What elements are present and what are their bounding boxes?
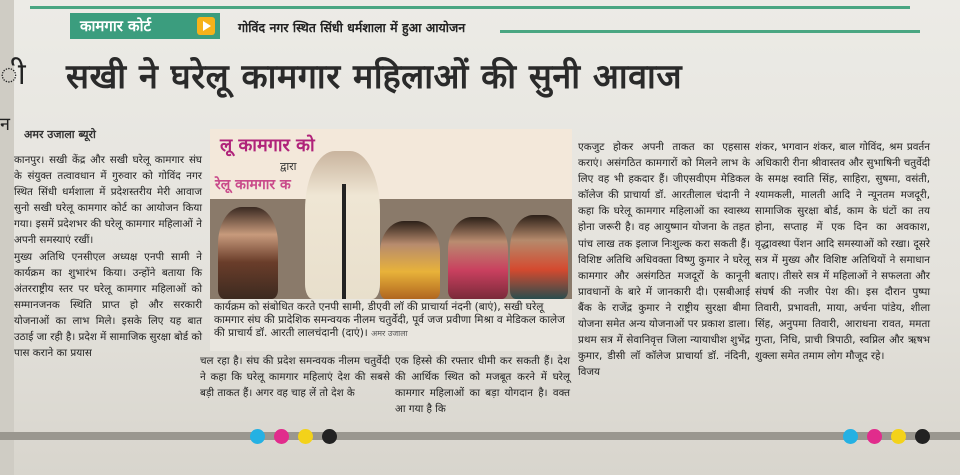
paragraph: मुख्य अतिथि एनसीएल अध्यक्ष एनपी सामी ने कार्यक्रम का शुभारंभ किया। उन्होंने बताया कि अंतरराष्ट्रीय स्तर पर घरेलू कामगार महिलाओं को सम्मानजनक स्थिति प्राप्त हो और सरकारी योजनाओं का लाभ मिले। इसके लिए यह बात उठाई जा रही है। प्रदेश में सामाजिक सुरक्षा बोर्ड को पास कराने का प्रयास — [14, 250, 202, 360]
banner-subtitle: रेलू कामगार क — [215, 177, 291, 193]
article-column-1 — [14, 152, 202, 361]
edge-glyph-2: न — [0, 114, 10, 135]
microphone-stand — [342, 184, 346, 299]
article-column-5: शंकर, भगवान शंकर, बाल गोविंद, श्रम प्रवर्तन अधिकारी रीना श्रीवास्तव और सुभाषिनी चतुर्वेदी के समक्ष स्वाति सिंह, साहिरा, सुषमा, वसंती, श्यामकली, मालती आदि ने न्यूनतम मजदूरी, सामाजिक सुरक्षा बोर्ड, काम के घंटों का तय होना, सप्ताह में एक दिन का अवकाश, वृद्धावस्था पेंशन आदि समस्याओं को रखा। दूसरे सत्र में मुख्य और विशिष्ट अतिथियों ने समाधान बताए। तीसरे सत्र में महिलाओं ने सफलता और संघर्ष की नजीर पेश की। इस दौरान पुष्पा तिवारी, प्रभावती, माया, अर्चना पांडेय, शीला सिंह, अनुपमा तिवारी, आराधना रावत, ममता गुप्ता, निधि, प्राची त्रिपाठी, स्वप्निल और ऋषभ शुक्ला समेत तमाम लोग मौजूद रहे। — [755, 141, 930, 363]
seated-woman-1 — [218, 207, 278, 299]
article-column-2: चल रहा है। संघ की प्रदेश समन्वयक नीलम चतुर्वेदी ने कहा कि घरेलू कामगार महिलाएं देश की सबसे बड़ी ताकत हैं। अगर वह चाह लें तो देश के — [200, 355, 390, 400]
banner-dwara: द्वारा — [280, 160, 297, 173]
registration-dots-left — [250, 429, 337, 444]
cyan-dot — [843, 429, 858, 444]
footer-bar — [0, 432, 960, 440]
yellow-dot — [298, 429, 313, 444]
seated-woman-3 — [448, 217, 508, 299]
event-photo — [210, 129, 572, 299]
edge-glyph: ी — [0, 57, 26, 92]
photo-caption — [210, 299, 572, 351]
paragraph: कानपुर। सखी केंद्र और सखी घरेलू कामगार संघ के संयुक्त तत्वावधान में गुरुवार को गोविंद नगर स्थित सिंधी धर्मशाला में प्रदेशस्तरीय मेरी आवाज सुनो सखी घरेलू कामगार कोर्ट का आयोजन किया गया। इसमें प्रदेशभर की घरेलू कामगार महिलाओं ने अपनी समस्याएं रखीं। — [14, 154, 202, 247]
black-dot — [915, 429, 930, 444]
subheading: गोविंद नगर स्थित सिंधी धर्मशाला में हुआ आयोजन — [238, 20, 466, 35]
caption-text: कार्यक्रम को संबोधित करते एनपी सामी, डीएवी लॉ की प्राचार्या नंदनी (बाएं), सखी घरेलू कामगार संघ की प्रादेशिक समन्वयक नीलम चतुर्वेदी, पूर्व जज प्रवीणा मिश्रा व मेडिकल कालेज की प्राचार्य डॉ. आरती लालचंदानी (दाएं)। — [214, 301, 565, 339]
section-tag-label: कामगार कोर्ट — [80, 17, 152, 35]
article-column-4: एकजुट होकर अपनी ताकत का एहसास कराएं। असंगठित कामगारों को मिलने लाभ के लिए वह भी हकदार हैं। जीएसवीएम मेडिकल कॉलेज की प्राचार्या डॉ. आरतीलाल चंदानी ने कहा कि घरेलू कामगार महिलाओं का स्वास्थ्य होना जरूरी है। वह आयुष्मान योजना के तहत पांच लाख तक इलाज निःशुल्क करा सकती हैं। विशिष्ट अतिथि अधिवक्ता विष्णु कुमार ने घरेलू कामगार और असंगठित मजदूरों के कानूनी प्रावधानों के बारे में जानकारी दी। एसबीआई बैंक के राजेंद्र कुमार ने राष्ट्रीय सुरक्षा बीमा योजना समेत अन्य योजनाओं पर प्रकाश डाला। प्रथम सत्र में सेवानिवृत्त जिला न्यायाधीश शुभेंद्र कुमार, डीसी लॉ कॉलेज प्राचार्या डॉ. नंदिनी, विजय — [578, 141, 750, 379]
banner-title: लू कामगार को — [220, 135, 315, 156]
photo-credit: अमर उजाला — [371, 329, 408, 338]
magenta-dot — [274, 429, 289, 444]
top-rule — [30, 6, 910, 9]
yellow-dot — [891, 429, 906, 444]
stage-banner — [210, 129, 572, 199]
seated-woman-4 — [510, 215, 568, 299]
top-rule-right — [500, 30, 920, 33]
magenta-dot — [867, 429, 882, 444]
adjacent-page-edge — [0, 0, 26, 475]
byline: अमर उजाला ब्यूरो — [24, 128, 96, 141]
article-column-3: एक हिस्से की रफ्तार धीमी कर सकती हैं। देश की आर्थिक स्थित को मजबूत करने में घरेलू कामगार महिलाओं का बड़ा योगदान है। वक्त आ गया है कि — [395, 355, 570, 416]
headline: सखी ने घरेलू कामगार महिलाओं की सुनी आवाज — [66, 57, 683, 97]
seated-woman-2 — [380, 221, 440, 299]
cyan-dot — [250, 429, 265, 444]
black-dot — [322, 429, 337, 444]
registration-dots-right — [843, 429, 930, 444]
play-icon — [197, 17, 215, 35]
